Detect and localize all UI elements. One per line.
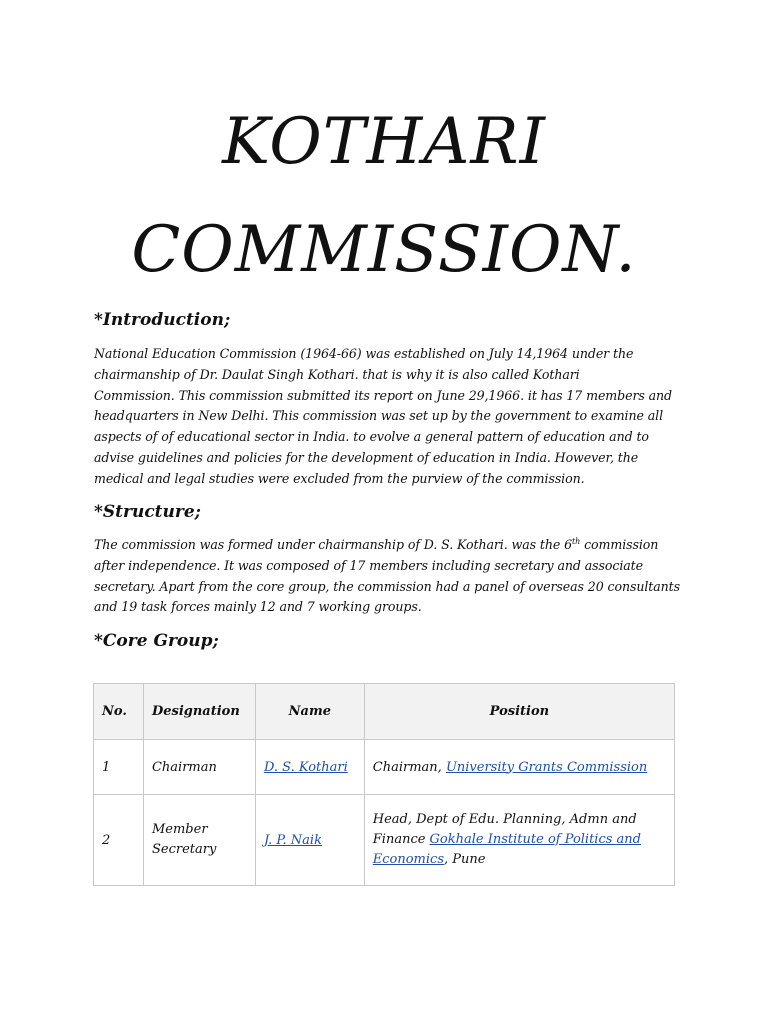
gokhale-institute-link[interactable]: Gokhale Institute of Politics and: [429, 832, 641, 847]
ugc-link[interactable]: University Grants Commission: [445, 759, 648, 775]
structure-line-1-end: commission: [580, 537, 659, 552]
intro-line: National Education Commission (1964-66) was established on July 14,1964 under the: [94, 346, 634, 361]
intro-line: Commission. This commission submitted its report on June 29,1966. it has 17 members and: [94, 387, 673, 403]
cell-no: 2: [94, 795, 144, 886]
cell-designation: [143, 795, 255, 886]
intro-line: chairmanship of Dr. Daulat Singh Kothari. that is why it is also called Kothari: [94, 366, 580, 382]
introduction-paragraph: [94, 344, 679, 490]
introduction-heading: *Introduction;: [94, 310, 231, 330]
intro-line: advise guidelines and policies for the development of education in India. However, the: [94, 449, 639, 465]
column-header-name: Name: [255, 684, 364, 740]
structure-line: secretary. Apart from the core group, the commission had a panel of overseas 20 consultants: [94, 578, 680, 594]
position-text: Chairman,: [372, 759, 446, 775]
table-row: [94, 740, 675, 795]
ordinal-suffix: th: [572, 536, 581, 546]
gokhale-institute-link-cont[interactable]: Economics: [372, 852, 444, 867]
designation-line: Member: [151, 822, 208, 837]
structure-line: and 19 task forces mainly 12 and 7 working groups.: [94, 599, 422, 615]
core-group-heading: *Core Group;: [94, 631, 219, 651]
cell-no: 1: [94, 740, 144, 795]
structure-line-1-text: The commission was formed under chairmanship of D. S. Kothari. was the 6: [94, 537, 573, 552]
table-header-row: [94, 684, 675, 740]
structure-line: [94, 535, 679, 556]
intro-line: headquarters in New Delhi. This commission was set up by the government to examine all: [94, 408, 663, 424]
position-line: Head, Dept of Edu. Planning, Admn and: [372, 812, 637, 827]
cell-designation: Chairman: [143, 740, 255, 795]
designation-line: Secretary: [151, 842, 217, 857]
cell-name: [255, 795, 364, 886]
structure-heading: *Structure;: [94, 502, 201, 522]
core-group-table: [93, 683, 675, 886]
intro-line: aspects of of educational sector in India. to evolve a general pattern of education and to: [94, 429, 649, 445]
column-header-designation: Designation: [143, 684, 255, 740]
cell-position: [364, 795, 674, 886]
column-header-position: Position: [364, 684, 674, 740]
table-row: [94, 795, 675, 886]
column-header-no: No.: [94, 684, 144, 740]
cell-position: [364, 740, 674, 795]
position-line: [373, 850, 666, 870]
cell-name: [255, 740, 364, 795]
position-line: [373, 830, 666, 850]
name-link-kothari[interactable]: D. S. Kothari: [263, 759, 348, 775]
intro-line: medical and legal studies were excluded from the purview of the commission.: [94, 470, 585, 486]
structure-paragraph: [94, 535, 679, 618]
name-link-naik[interactable]: J. P. Naik: [263, 832, 322, 848]
position-text: , Pune: [444, 852, 486, 867]
title-line-2: COMMISSION.: [131, 213, 637, 287]
structure-line: after independence. It was composed of 17 members including secretary and associate: [94, 557, 643, 573]
title-line-1: KOTHARI: [222, 105, 546, 179]
position-text: Finance: [372, 832, 430, 847]
